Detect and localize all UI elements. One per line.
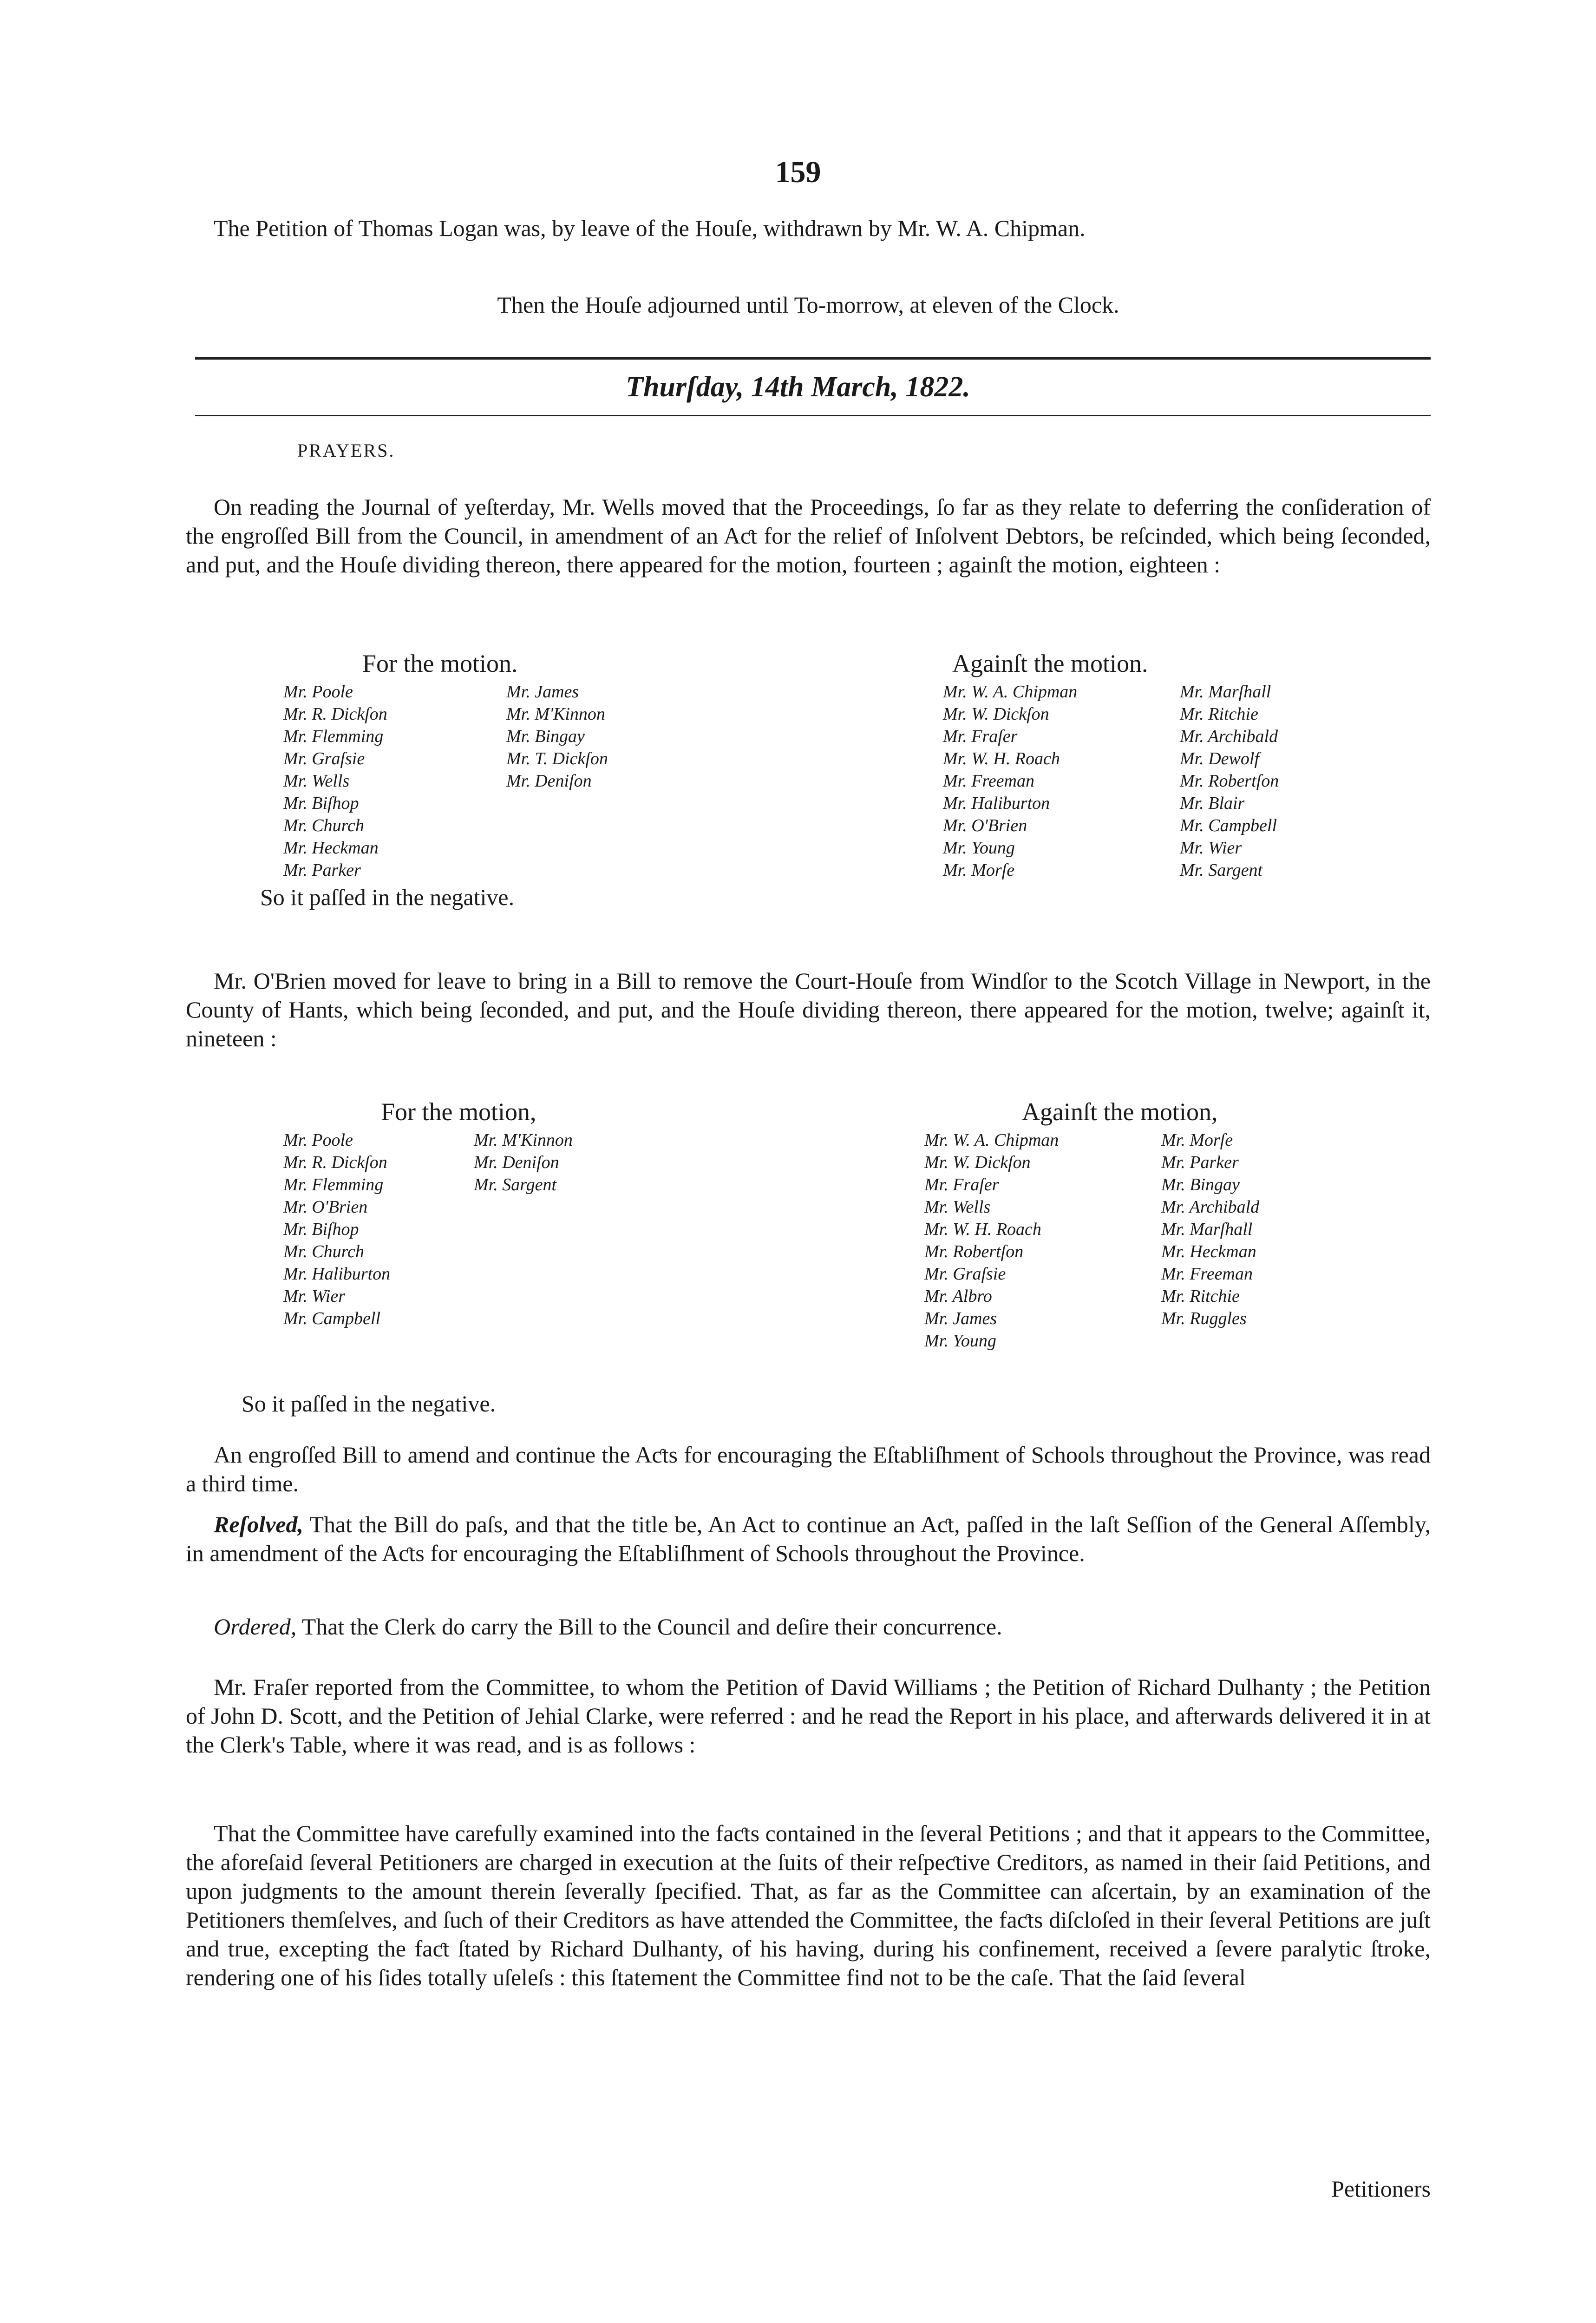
member-name: Mr. W. A. Chipman [924,1130,1059,1150]
member-name: Mr. Haliburton [283,1264,391,1284]
member-name: Mr. Robertſon [924,1242,1024,1261]
member-name: Mr. M'Kinnon [474,1130,573,1150]
member-name: Mr. Graſsie [924,1264,1006,1284]
member-name: Mr. Wier [1180,838,1242,858]
division1-for-list-a [283,681,387,881]
adjournment-paragraph: Then the Houſe adjourned until To-morrow, at eleven of the Clock. [497,292,1119,318]
member-name: Mr. Freeman [943,771,1034,791]
resolved-label: Reſolved, [214,1511,303,1537]
division2-for-list-b [474,1129,573,1196]
member-name: Mr. Biſhop [283,794,359,813]
member-name: Mr. Heckman [283,838,379,858]
division2-for-heading: For the motion, [381,1098,536,1126]
member-name: Mr. Sargent [474,1175,557,1194]
member-name: Mr. Ritchie [1180,704,1258,724]
division1-against-list-a [943,681,1077,881]
member-name: Mr. Blair [1180,794,1245,813]
resolved-paragraph [186,1510,1431,1568]
division1-against-list-b [1180,681,1279,881]
member-name: Mr. Wier [283,1286,345,1306]
wells-motion-paragraph: On reading the Journal of yeſterday, Mr. Wells moved that the Proceedings, ſo far as they relate to deferring the conſideration of the engroſſed Bill from the Council, in amendment of an Aƈt for the relief of Inſolvent Debtors, be reſcinded, which being ſeconded, and put, and the Houſe dividing thereon, there appeared for the motion, fourteen ; againſt the motion, eighteen : [186,494,1431,577]
member-name: Mr. Morſe [1161,1130,1233,1150]
member-name: Mr. Archibald [1161,1197,1260,1217]
division2-result: So it paſſed in the negative. [242,1391,496,1417]
member-name: Mr. W. H. Roach [924,1220,1041,1239]
member-name: Mr. Parker [283,860,361,880]
member-name: Mr. R. Dickſon [283,704,387,724]
member-name: Mr. Archibald [1180,727,1278,746]
division2-against-heading: Againſt the motion, [1022,1098,1218,1126]
member-name: Mr. W. A. Chipman [943,682,1078,702]
division2-against-list-a [924,1129,1059,1352]
member-name: Mr. Morſe [943,860,1015,880]
member-name: Mr. Deniſon [474,1153,559,1172]
date-heading: Thurſday, 14th March, 1822. [626,371,970,403]
member-name: Mr. T. Dickſon [506,749,608,768]
member-name: Mr. Dewolf [1180,749,1259,768]
member-name: Mr. Parker [1161,1153,1239,1172]
logan-petition-paragraph: The Petition of Thomas Logan was, by leave of the Houſe, withdrawn by Mr. W. A. Chipman. [214,215,1086,241]
rule-top [195,357,1431,360]
member-name: Mr. Albro [924,1286,992,1306]
member-name: Mr. Young [943,838,1015,858]
ordered-text: That the Clerk do carry the Bill to the Council and deſire their concurrence. [296,1614,1002,1640]
member-name: Mr. Fraſer [924,1175,999,1194]
member-name: Mr. Poole [283,682,353,702]
member-name: Mr. James [924,1309,997,1328]
division1-for-heading: For the motion. [362,650,518,677]
member-name: Mr. Fraſer [943,727,1018,746]
member-name: Mr. Freeman [1161,1264,1253,1284]
member-name: Mr. Bingay [506,727,585,746]
division1-for-list-b [506,681,608,792]
schools-bill-paragraph: An engroſſed Bill to amend and continue the Aƈts for encouraging the Eſtabliſhment of Schools throughout the Province, was read a third time. [186,1442,1431,1496]
member-name: Mr. W. Dickſon [924,1153,1031,1172]
member-name: Mr. Campbell [283,1309,380,1328]
member-name: Mr. Bingay [1161,1175,1240,1194]
obrien-motion-paragraph: Mr. O'Brien moved for leave to bring in a Bill to remove the Court-Houſe from Windſor to the Scotch Village in Newport, in the County of Hants, which being ſeconded, and put, and the Houſe dividing thereon, there appeared for the motion, twelve; againſt it, nineteen : [186,968,1431,1051]
fraser-report-paragraph: Mr. Fraſer reported from the Committee, to whom the Petition of David Williams ; the Petition of Richard Dulhanty ; the Petition of John D. Scott, and the Petition of Jehial Clarke, were referred : and he read the Report in his place, and afterwards delivered it in at the Clerk's Table, where it was read, and is as follows : [186,1674,1431,1758]
ordered-label: Ordered, [214,1614,297,1640]
member-name: Mr. O'Brien [943,816,1027,835]
member-name: Mr. Church [283,1242,364,1261]
member-name: Mr. Poole [283,1130,353,1150]
committee-report-paragraph: That the Committee have carefully examined into the faƈts contained in the ſeveral Petitions ; and that it appears to the Committee, the aforeſaid ſeveral Petitioners are charged in execution at the ſuits of their reſpeƈtive Creditors, as named in their ſaid Petitions, and upon judgments to the amount therein ſeverally ſpecified. That, as far as the Committee can aſcertain, by an examination of the Petitioners themſelves, and ſuch of their Creditors as have attended the Committee, the faƈts diſcloſed in their ſeveral Petitions are juſt and true, excepting the faƈt ſtated by Richard Dulhanty, of his having, during his confinement, received a ſevere paralytic ſtroke, rendering one of his ſides totally uſeleſs : this ſtatement the Committee find not to be the caſe. That the ſaid ſeveral [186,1820,1431,1990]
member-name: Mr. James [506,682,579,702]
member-name: Mr. Haliburton [943,794,1050,813]
member-name: Mr. M'Kinnon [506,704,605,724]
member-name: Mr. Heckman [1161,1242,1256,1261]
division2-against-list-b [1161,1129,1259,1330]
member-name: Mr. Church [283,816,364,835]
catchword: Petitioners [1331,2176,1431,2202]
member-name: Mr. Ritchie [1161,1286,1240,1306]
member-name: Mr. R. Dickſon [283,1153,387,1172]
division2-for-list-a [283,1129,390,1330]
member-name: Mr. Robertſon [1180,771,1279,791]
ordered-paragraph [186,1612,1431,1641]
member-name: Mr. Young [924,1331,996,1351]
member-name: Mr. Marſhall [1161,1220,1253,1239]
member-name: Mr. Flemming [283,727,384,746]
member-name: Mr. Biſhop [283,1220,359,1239]
member-name: Mr. Graſsie [283,749,365,768]
member-name: Mr. Flemming [283,1175,384,1194]
member-name: Mr. Wells [924,1197,991,1217]
member-name: Mr. Deniſon [506,771,592,791]
resolved-text: That the Bill do paſs, and that the title be, An Act to continue an Aƈt, paſſed in the laſt Seſſion of the General Aſſembly, in amendment of the Aƈts for encouraging the Eſtabliſhment of Schools throughout the Province. [186,1511,1431,1566]
member-name: Mr. W. Dickſon [943,704,1049,724]
rule-bottom [195,415,1431,416]
member-name: Mr. O'Brien [283,1197,368,1217]
member-name: Mr. Ruggles [1161,1309,1247,1328]
division1-against-heading: Againſt the motion. [952,650,1148,677]
member-name: Mr. Campbell [1180,816,1277,835]
member-name: Mr. Wells [283,771,350,791]
member-name: Mr. Sargent [1180,860,1263,880]
member-name: Mr. Marſhall [1180,682,1271,702]
member-name: Mr. W. H. Roach [943,749,1060,768]
prayers-label: PRAYERS. [297,440,395,461]
division1-result: So it paſſed in the negative. [260,884,515,910]
page-number: 159 [775,155,821,189]
